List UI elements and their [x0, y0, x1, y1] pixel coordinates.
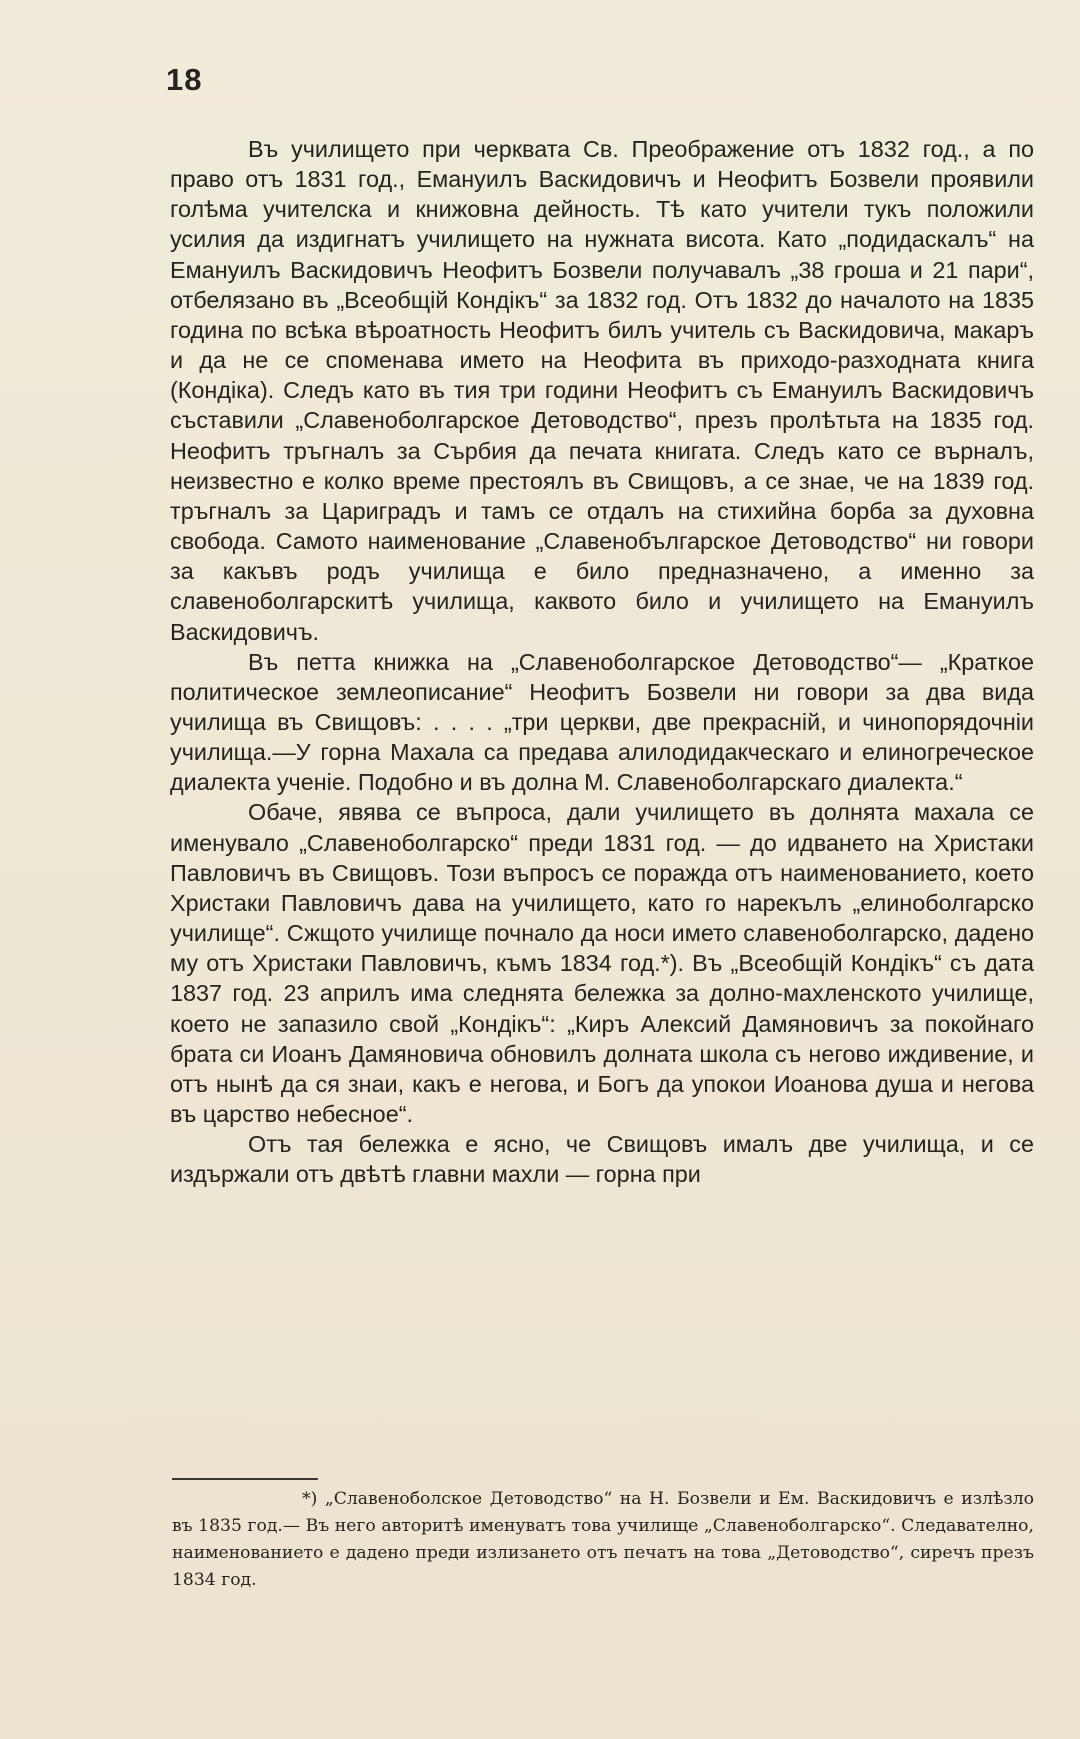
paragraph-4: Отъ тая бележка е ясно, че Свищовъ ималъ две училища, и се издържали отъ двѣтѣ главни махли — горна при — [170, 1131, 1034, 1188]
footnote-divider — [172, 1478, 318, 1480]
paragraph-1: Въ училището при черквата Св. Преображение отъ 1832 год., а по право отъ 1831 год., Емануилъ Васкидовичъ и Неофитъ Бозвели проявили голѣма учителска и книжовна дейность. Тѣ като учители тукъ положили усилия да издигнатъ училището на нужната висота. Като „подидаскалъ“ на Емануилъ Васкидовичъ Неофитъ Бозвели получавалъ „38 гроша и 21 пари“, отбелязано въ „Всеобщій Кондікъ“ за 1832 год. Отъ 1832 до началото на 1835 година по всѣка вѣроатность Неофитъ билъ учитель съ Васкидовича, макаръ и да не се споменава името на Неофита въ приходо-разходната книга (Кондіка). Следъ като въ тия три години Неофитъ съ Емануилъ Васкидовичъ съставили „Славеноболгарское Детоводство“, презъ пролѣтьта на 1835 год. Неофитъ тръгналъ за Сърбия да печата книгата. Следъ като се върналъ, неизвестно е колко време престоялъ въ Свищовъ, а се знае, че на 1839 год. тръгналъ за Цариградъ и тамъ се отдалъ на стихийна борба за духовна свобода. Самото наименование „Славенобългарское Детоводство“ ни говори за какъвъ родъ училища е било предназначено, а именно за славеноболгарскитѣ училища, каквото било и училището на Емануилъ Васкидовичъ. — [170, 136, 1034, 645]
page-number: 18 — [166, 62, 203, 97]
footnote-text: *) „Славеноболское Детоводство“ на Н. Бозвели и Ем. Васкидовичъ е излѣзло въ 1835 год.— Въ него авторитѣ именуватъ това училище „Славеноболгарско“. Следавателно, наименованието е дадено преди излизането отъ печатъ на това „Детоводство“, сиречъ презъ 1834 год. — [172, 1489, 1034, 1590]
paragraph-3: Обаче, явява се въпроса, дали училището въ долнята махала се именувало „Славеноболгарско“ преди 1831 год. — до идването на Христаки Павловичъ въ Свищовъ. Този въпросъ се поражда отъ наименованието, което Христаки Павловичъ дава на училището, като го нарекълъ „елиноболгарско училище“. Сжщото училище почнало да носи името славеноболгарско, дадено му отъ Христаки Павловичъ, къмъ 1834 год.*). Въ „Всеобщій Кондікъ“ съ дата 1837 год. 23 априлъ има следнята бележка за долно-махленското училище, което не запазило свой „Кондікъ“: „Киръ Алексий Дамяновичъ за покойнаго брата си Иоанъ Дамяновича обновилъ долната школа съ негово иждивение, и отъ нынѣ да ся знаи, какъ е негова, и Богъ да упокои Иоанова душа и негова въ царство небесное“. — [170, 799, 1034, 1127]
footnote — [172, 1486, 1034, 1594]
paragraph-2: Въ петта книжка на „Славеноболгарское Детоводство“— „Краткое политическое землеописание“ Неофитъ Бозвели ни говори за два вида училища въ Свищовъ: . . . . „три церкви, две прекрасній, и чинопорядочніи училища.—У горна Махала са предава алилодидакческаго и елиногреческое диалекта ученіе. Подобно и въ долна М. Славеноболгарскаго диалекта.“ — [170, 648, 1034, 796]
main-text — [170, 134, 1034, 1189]
